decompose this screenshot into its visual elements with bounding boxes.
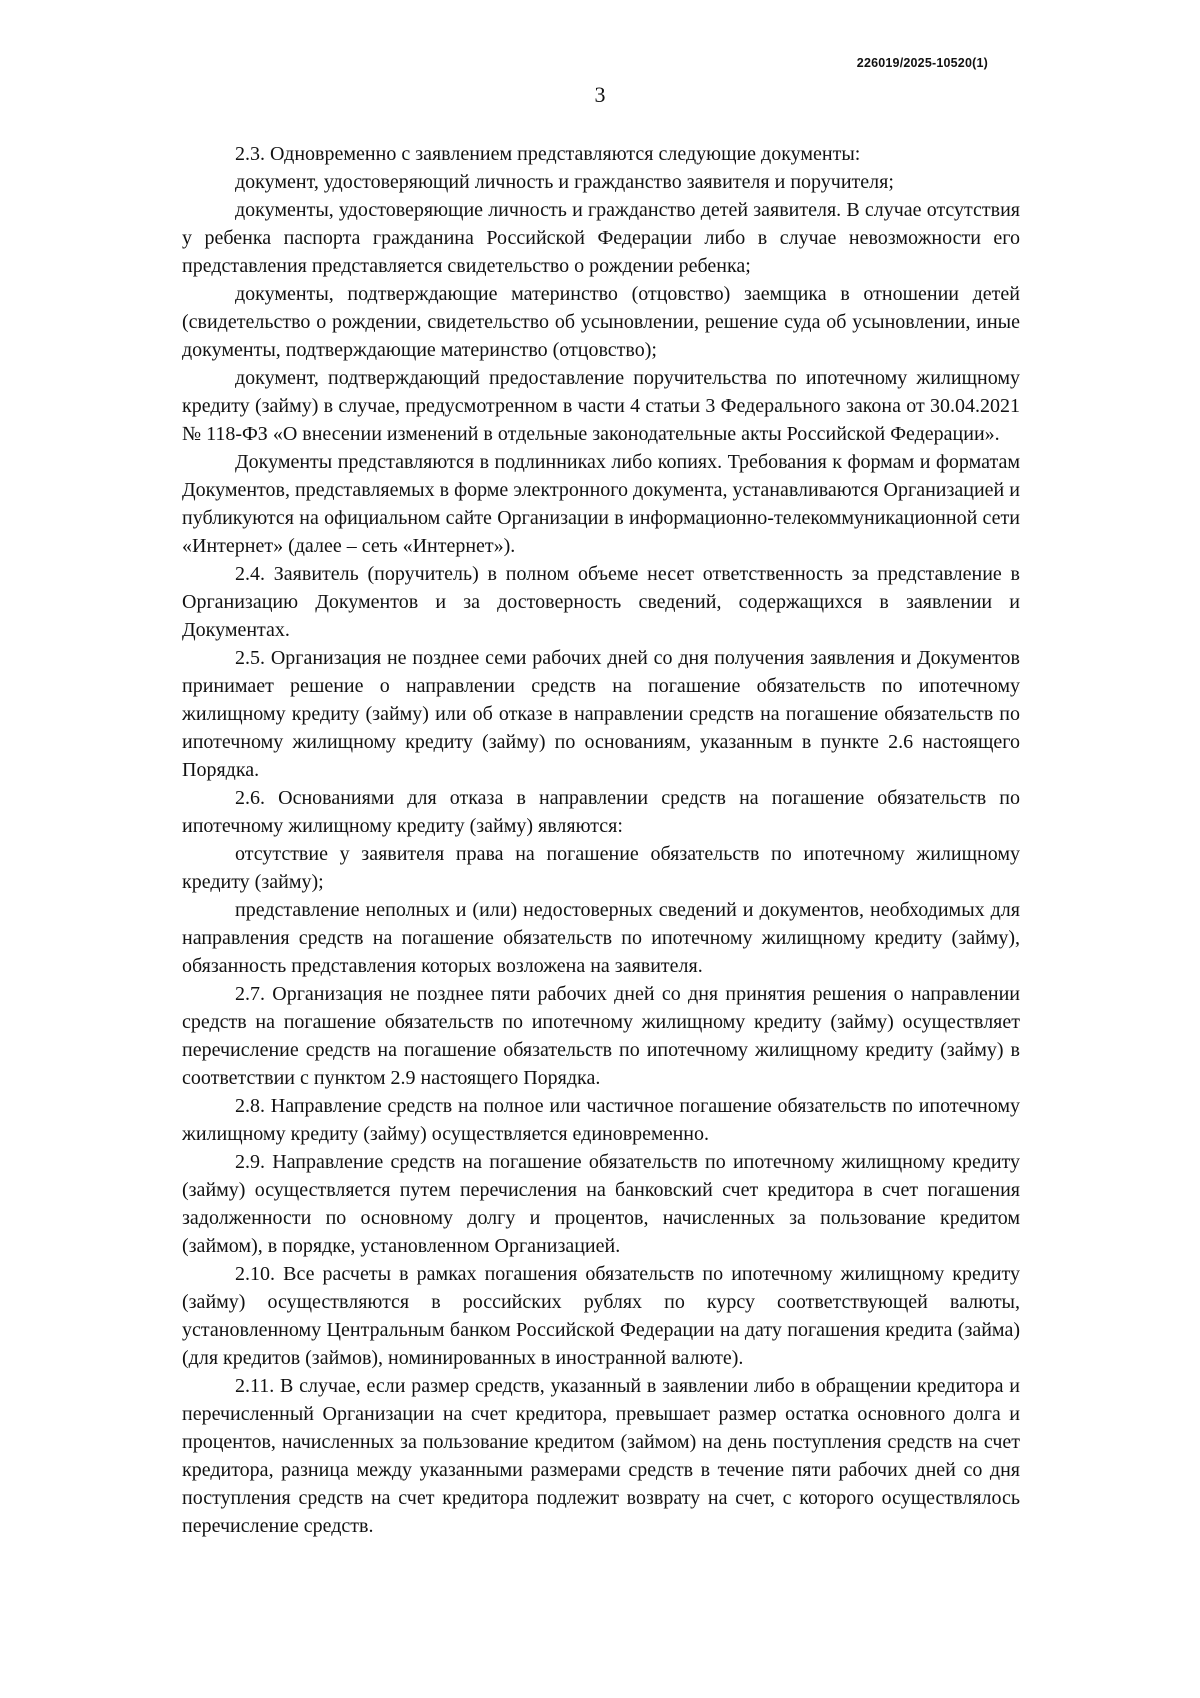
paragraph-guarantee-document: документ, подтверждающий предоставление поручительства по ипотечному жилищному кредиту (займу) в случае, предусмотренном в части 4 статьи 3 Федерального закона от 30.04.2021 № 118-ФЗ «О внесении изменений в отдельные законодательные акты Российской Федерации». <box>182 367 1020 445</box>
paragraph-2-9: 2.9. Направление средств на погашение обязательств по ипотечному жилищному кредиту (займу) осуществляется путем перечисления на банковский счет кредитора в счет погашения задолженности по основному долгу и процентов, начисленных за пользование кредитом (займом), в порядке, установленном Организацией. <box>182 1151 1020 1257</box>
paragraph-parenthood-documents: документы, подтверждающие материнство (отцовство) заемщика в отношении детей (свидетельство о рождении, свидетельство об усыновлении, решение суда об усыновлении, иные документы, подтверждающие материнство (отцовство); <box>182 283 1020 361</box>
paragraph-2-6: 2.6. Основаниями для отказа в направлении средств на погашение обязательств по ипотечному жилищному кредиту (займу) являются: <box>182 787 1020 837</box>
paragraph-document-formats: Документы представляются в подлинниках либо копиях. Требования к формам и форматам Документов, представляемых в форме электронного документа, устанавливаются Организацией и публикуются на официальном сайте Организации в информационно-телекоммуникационной сети «Интернет» (далее – сеть «Интернет»). <box>182 451 1020 557</box>
document-registration-number: 226019/2025-10520(1) <box>856 56 988 70</box>
paragraph-2-3: 2.3. Одновременно с заявлением представляются следующие документы: <box>235 143 861 165</box>
paragraph-refusal-no-right: отсутствие у заявителя права на погашение обязательств по ипотечному жилищному кредиту (займу); <box>182 843 1020 893</box>
paragraph-2-8: 2.8. Направление средств на полное или частичное погашение обязательств по ипотечному жилищному кредиту (займу) осуществляется единовременно. <box>182 1095 1020 1145</box>
paragraph-children-documents: документы, удостоверяющие личность и гражданство детей заявителя. В случае отсутствия у ребенка паспорта гражданина Российской Федерации либо в случае невозможности его представления представляется свидетельство о рождении ребенка; <box>182 199 1020 277</box>
paragraph-2-10: 2.10. Все расчеты в рамках погашения обязательств по ипотечному жилищному кредиту (займу) осуществляются в российских рублях по курсу соответствующей валюты, установленному Центральным банком Российской Федерации на дату погашения кредита (займа) (для кредитов (займов), номинированных в иностранной валюте). <box>182 1263 1020 1369</box>
paragraph-2-7: 2.7. Организация не позднее пяти рабочих дней со дня принятия решения о направлении средств на погашение обязательств по ипотечному жилищному кредиту (займу) осуществляет перечисление средств на погашение обязательств по ипотечному жилищному кредиту (займу) в соответствии с пунктом 2.9 настоящего Порядка. <box>182 983 1020 1089</box>
paragraph-2-5: 2.5. Организация не позднее семи рабочих дней со дня получения заявления и Документов принимает решение о направлении средств на погашение обязательств по ипотечному жилищному кредиту (займу) или об отказе в направлении средств на погашение обязательств по ипотечному жилищному кредиту (займу) по основаниям, указанным в пункте 2.6 настоящего Порядка. <box>182 647 1020 781</box>
document-body <box>182 140 1020 1540</box>
paragraph-refusal-incomplete-data: представление неполных и (или) недостоверных сведений и документов, необходимых для направления средств на погашение обязательств по ипотечному жилищному кредиту (займу), обязанность представления которых возложена на заявителя. <box>182 899 1020 977</box>
page-number: 3 <box>594 82 606 107</box>
paragraph-identity-document: документ, удостоверяющий личность и гражданство заявителя и поручителя; <box>235 171 894 193</box>
paragraph-2-11: 2.11. В случае, если размер средств, указанный в заявлении либо в обращении кредитора и перечисленный Организации на счет кредитора, превышает размер остатка основного долга и процентов, начисленных за пользование кредитом (займом) на день поступления средств на счет кредитора, разница между указанными размерами средств в течение пяти рабочих дней со дня поступления средств на счет кредитора подлежит возврату на счет, с которого осуществлялось перечисление средств. <box>182 1375 1020 1537</box>
paragraph-2-4: 2.4. Заявитель (поручитель) в полном объеме несет ответственность за представление в Организацию Документов и за достоверность сведений, содержащихся в заявлении и Документах. <box>182 563 1020 641</box>
